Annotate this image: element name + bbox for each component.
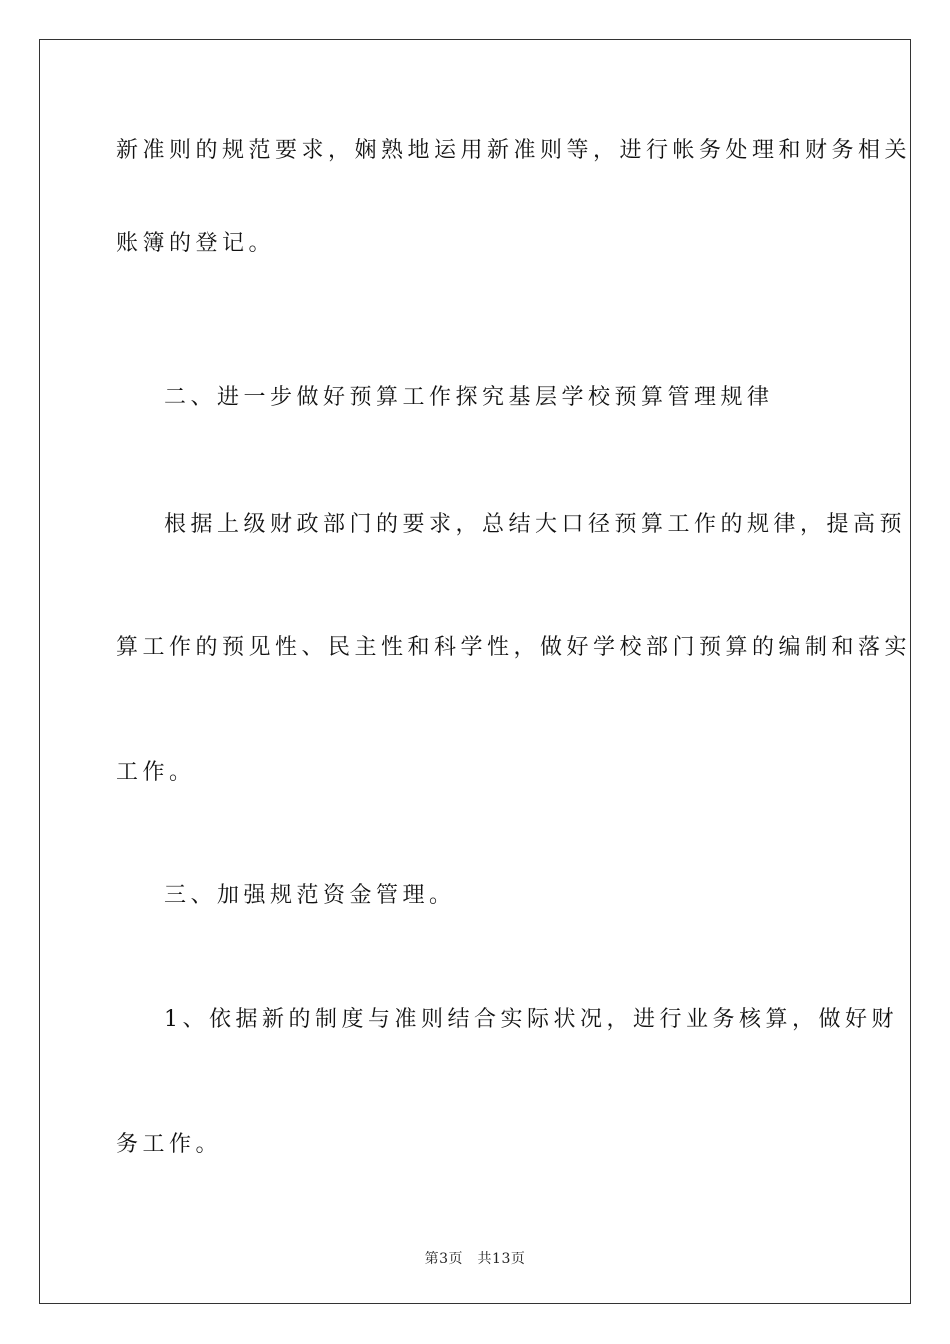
section-heading: 三、加强规范资金管理。 [164,883,456,908]
page-number-footer: 第3页 共13页 [424,1251,526,1267]
paragraph-line: 新准则的规范要求，娴熟地运用新准则等，进行帐务处理和财务相关 [116,138,912,163]
paragraph-line: 1、依据新的制度与准则结合实际状况，进行业务核算，做好财 [164,1007,898,1032]
paragraph-line: 账簿的登记。 [116,231,276,256]
paragraph-line: 务工作。 [116,1132,223,1157]
paragraph-line: 根据上级财政部门的要求，总结大口径预算工作的规律，提高预 [164,512,907,537]
paragraph-line: 算工作的预见性、民主性和科学性，做好学校部门预算的编制和落实 [116,635,912,660]
paragraph-line: 工作。 [116,760,196,785]
section-heading: 二、进一步做好预算工作探究基层学校预算管理规律 [164,385,774,410]
